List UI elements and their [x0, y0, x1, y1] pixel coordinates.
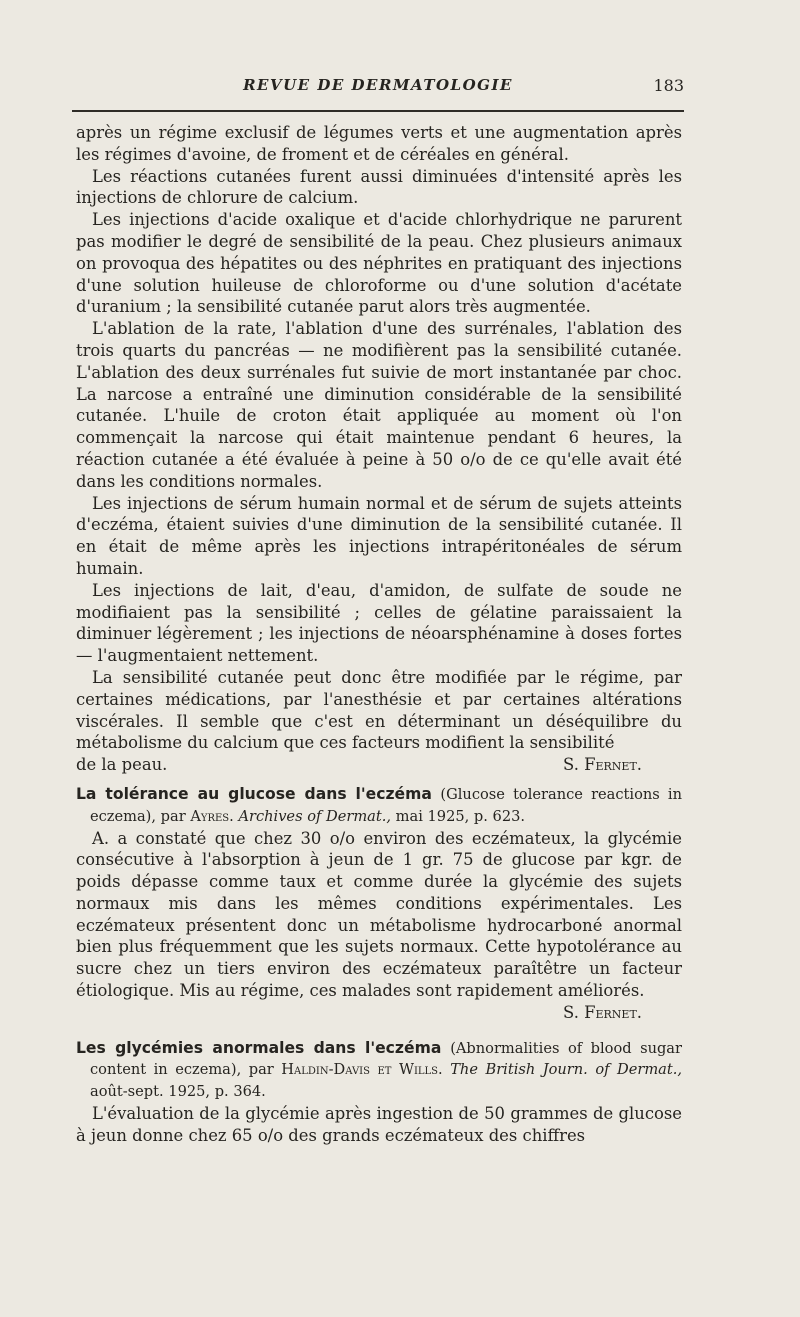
article-title: La tolérance au glucose dans l'eczéma — [76, 784, 432, 803]
article-authors: Ayres. — [190, 807, 234, 825]
closing-line — [76, 754, 682, 776]
article-heading — [76, 1038, 682, 1103]
paragraph: L'ablation de la rate, l'ablation d'une des surrénales, l'ablation des trois quarts du pancréas — ne modifièrent pas la sensibilité cutanée. L'ablation des deux surrénales fut suivie de mort instantanée par choc. La narcose a entraîné une diminution considérable de la sensibilité cutanée. L'huile de croton était appliquée au moment où l'on commençait la narcose qui était maintenue pendant 6 heures, la réaction cutanée a été évaluée à peine à 50 o/o de ce qu'elle avait été dans les conditions normales. — [76, 319, 682, 491]
paragraph: Les injections de lait, d'eau, d'amidon, de sulfate de soude ne modifiaient pas la sensibilité ; celles de gélatine paraissaient la diminuer légèrement ; les injections de néoarsphénamine à doses fortes — l'augmentaient nettement. — [76, 580, 682, 666]
running-title: REVUE DE DERMATOLOGIE — [243, 76, 513, 94]
article-heading — [76, 784, 682, 828]
final-line: de la peau. — [76, 755, 168, 775]
article-journal: The British Journ. of Dermat., — [450, 1061, 683, 1079]
article-authors: Haldin-Davis et Wills. — [281, 1061, 443, 1079]
paragraph: La sensibilité cutanée peut donc être modifiée par le régime, par certaines médications, par l'anesthésie et par certaines altérations viscérales. Il semble que c'est en déterminant un déséquilibre du métabolisme du calcium que ces facteurs modifient la sensibilité — [76, 667, 682, 753]
page-header — [72, 76, 684, 100]
article-title: Les glycémies anormales dans l'eczéma — [76, 1038, 442, 1057]
header-rule — [72, 110, 684, 112]
article-reference: (Glucose tolerance reactions in eczema), par Ayres. Archives of Dermat., mai 1925, p. 623. — [90, 785, 682, 825]
article-reference: (Abnormalities of blood sugar content in eczema), par Haldin-Davis et Wills. The British Journ. of Dermat., août-sept. 1925, p. 364. — [90, 1039, 683, 1101]
article-abnormal-glycemia — [76, 1038, 682, 1147]
signature: S. Fernet. — [563, 755, 642, 775]
page-number: 183 — [653, 76, 684, 95]
signature: S. Fernet. — [563, 1002, 642, 1022]
paragraph: Les injections de sérum humain normal et de sérum de sujets atteints d'eczéma, étaient suivies d'une diminution de la sensibilité cutanée. Il en était de même après les injections intrapéritonéales de sérum humain. — [76, 493, 682, 578]
paragraph: Les réactions cutanées furent aussi diminuées d'intensité après les injections de chlorure de calcium. — [76, 166, 682, 208]
article-glucose-tolerance — [76, 784, 682, 1024]
paragraph: Les injections d'acide oxalique et d'acide chlorhydrique ne parurent pas modifier le degré de sensibilité de la peau. Chez plusieurs animaux on provoqua des hépatites ou des néphrites en pratiquant des injections d'une solution huileuse de chloroforme ou d'une solution d'acétate d'uranium ; la sensibilité cutanée parut alors très augmentée. — [76, 210, 682, 317]
article-body: L'évaluation de la glycémie après ingestion de 50 grammes de glucose à jeun donne chez 65 o/o des grands eczémateux des chiffres — [76, 1104, 682, 1145]
paragraph: après un régime exclusif de légumes verts et une augmentation après les régimes d'avoine, de froment et de céréales en général. — [76, 123, 682, 164]
article-body: A. a constaté que chez 30 o/o environ des eczémateux, la glycémie consécutive à l'absorption à jeun de 1 gr. 75 de glucose par kgr. de poids dépasse comme taux et comme durée la glycémie des sujets normaux mis dans les mêmes conditions expérimentales. Les eczémateux présentent donc un métabolisme hydrocarboné anormal bien plus fréquemment que les sujets normaux. Cette hypotolérance au sucre chez un tiers environ des eczémateux paraîtêtre un facteur étiologique. Mis au régime, ces malades sont rapidement améliorés. — [76, 828, 682, 1001]
page-body — [76, 122, 682, 1147]
article-journal: Archives of Dermat., — [238, 807, 392, 825]
